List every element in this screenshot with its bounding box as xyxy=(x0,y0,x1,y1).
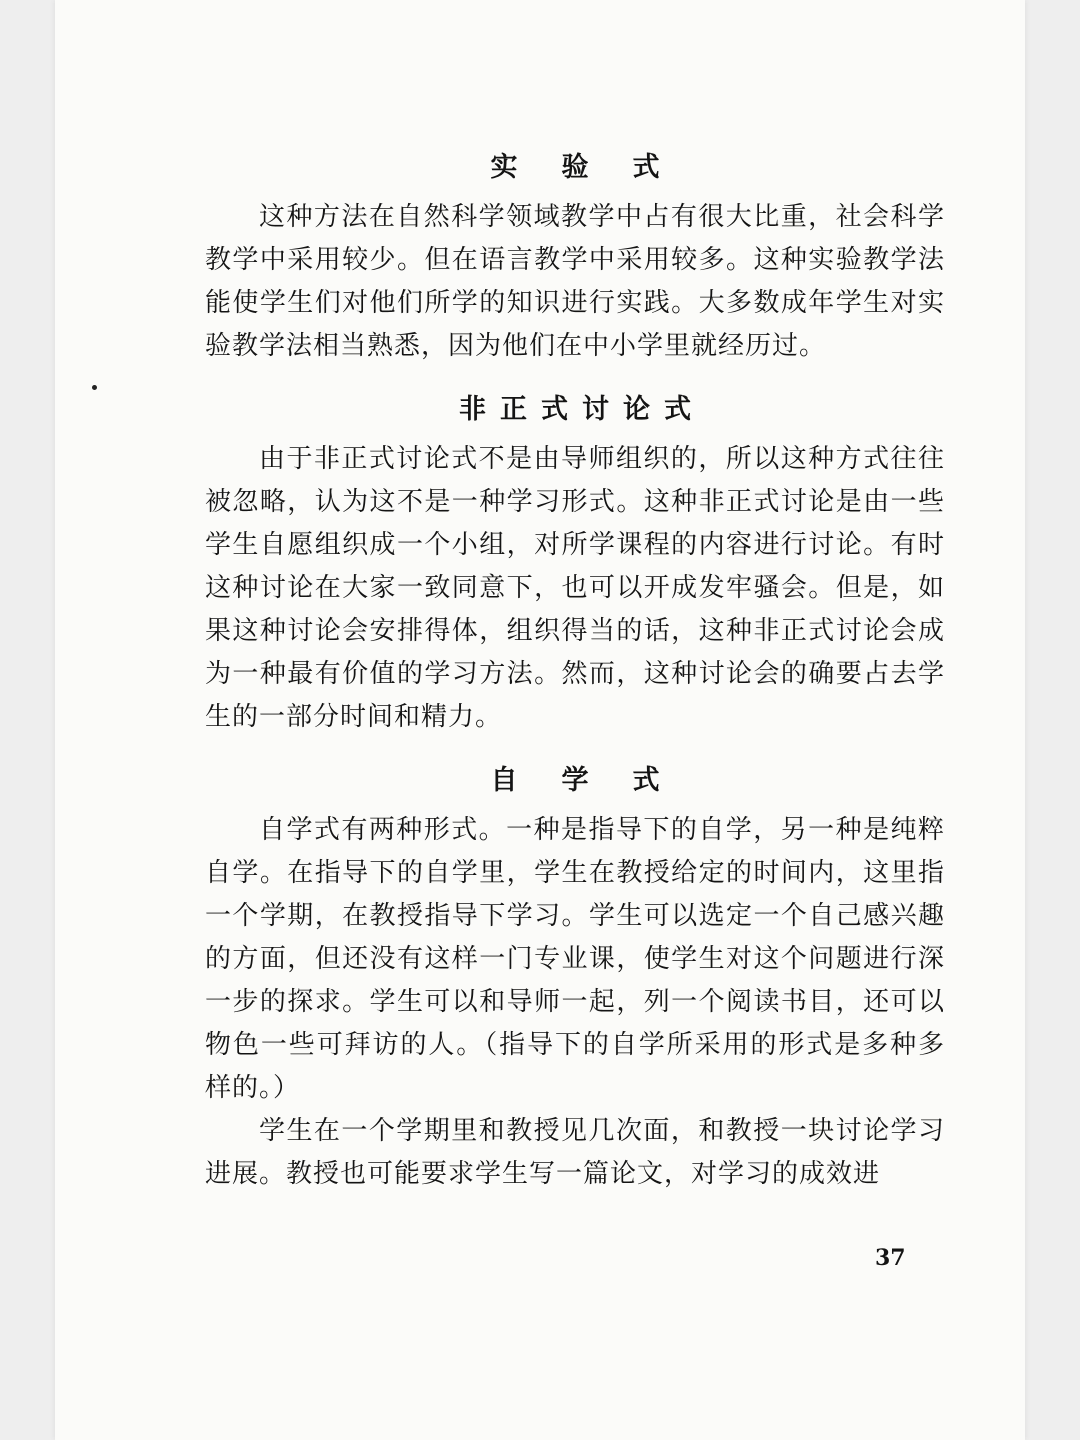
book-page xyxy=(55,0,1025,1440)
section-heading-experiment: 实验式 xyxy=(490,152,704,183)
paragraph-experiment: 这种方法在自然科学领域教学中占有很大比重，社会科学教学中采用较少。但在语言教学中采用较多。这种实验教学法能使学生们对他们所学的知识进行实践。大多数成年学生对实验教学法相当熟悉，因为他们在中小学里就经历过。 xyxy=(205,202,945,361)
section-heading-self-study: 自学式 xyxy=(490,765,704,796)
page-number: 37 xyxy=(875,1245,906,1271)
section-heading-informal-discussion: 非正式讨论式 xyxy=(459,394,705,425)
print-speck xyxy=(92,385,97,390)
paragraph-self-study-2: 学生在一个学期里和教授见几次面，和教授一块讨论学习进展。教授也可能要求学生写一篇论文，对学习的成效进 xyxy=(205,1116,945,1189)
paragraph-self-study-1: 自学式有两种形式。一种是指导下的自学，另一种是纯粹自学。在指导下的自学里，学生在教授给定的时间内，这里指一个学期，在教授指导下学习。学生可以选定一个自己感兴趣的方面，但还没有这样一门专业课，使学生对这个问题进行深一步的探求。学生可以和导师一起，列一个阅读书目，还可以物色一些可拜访的人。（指导下的自学所采用的形式是多种多样的。） xyxy=(205,815,945,1103)
paragraph-informal-discussion: 由于非正式讨论式不是由导师组织的，所以这种方式往往被忽略，认为这不是一种学习形式。这种非正式讨论是由一些学生自愿组织成一个小组，对所学课程的内容进行讨论。有时这种讨论在大家一致同意下，也可以开成发牢骚会。但是，如果这种讨论会安排得体，组织得当的话，这种非正式讨论会成为一种最有价值的学习方法。然而，这种讨论会的确要占去学生的一部分时间和精力。 xyxy=(205,444,945,732)
page-content xyxy=(205,140,945,1196)
